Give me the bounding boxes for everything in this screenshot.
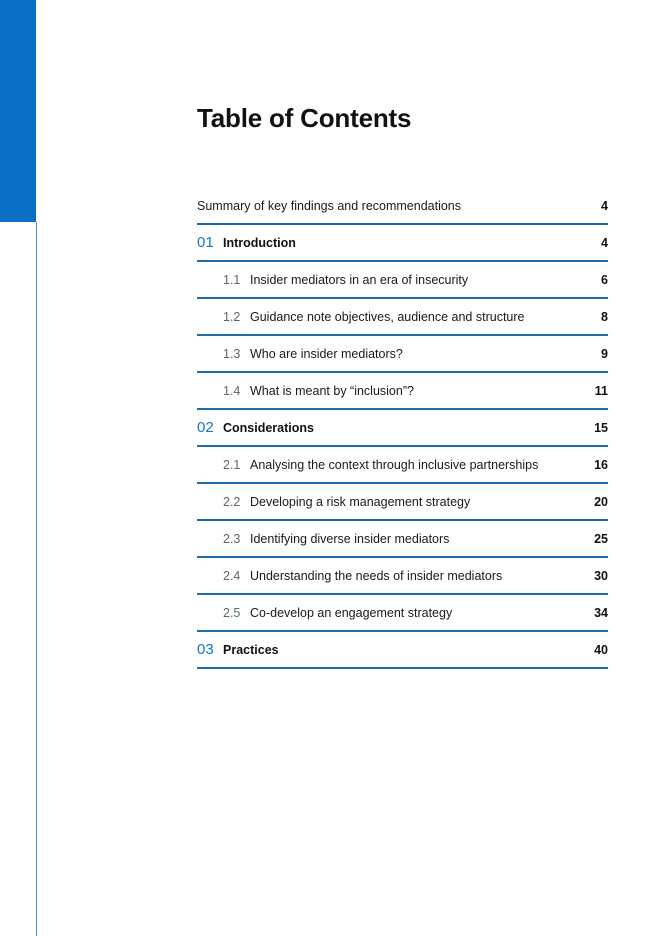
toc-entry-page: 8: [601, 309, 608, 324]
toc-chapter-01[interactable]: [197, 225, 608, 262]
toc-entry-page: 4: [601, 235, 608, 250]
toc-chapter-number: 03: [197, 641, 214, 658]
toc-chapter-label: Introduction: [223, 235, 296, 250]
toc-entry-label: Summary of key findings and recommendations: [197, 198, 462, 213]
toc-section-2-5[interactable]: [197, 595, 608, 632]
side-margin-line: [36, 222, 37, 936]
toc-chapter-02[interactable]: [197, 410, 608, 447]
toc-section-number: 1.1: [223, 272, 241, 287]
toc-entry-page: 20: [594, 494, 608, 509]
toc-section-number: 2.5: [223, 605, 241, 620]
toc-entry-page: 6: [601, 272, 608, 287]
toc-entry-page: 30: [594, 568, 608, 583]
toc-entry-page: 9: [601, 346, 608, 361]
toc-chapter-label: Considerations: [223, 420, 314, 435]
toc-section-label: What is meant by “inclusion”?: [250, 383, 414, 398]
toc-section-1-2[interactable]: [197, 299, 608, 336]
toc-section-label: Co-develop an engagement strategy: [250, 605, 453, 620]
toc-section-1-4[interactable]: [197, 373, 608, 410]
toc-section-number: 2.1: [223, 457, 241, 472]
toc-section-number: 1.2: [223, 309, 241, 324]
toc-entry-page: 15: [594, 420, 608, 435]
toc-section-label: Who are insider mediators?: [250, 346, 403, 361]
toc-section-1-3[interactable]: [197, 336, 608, 373]
toc-section-label: Analysing the context through inclusive partnerships: [250, 457, 539, 472]
toc-chapter-03[interactable]: [197, 632, 608, 669]
toc-section-label: Guidance note objectives, audience and structure: [250, 309, 525, 324]
toc-chapter-number: 01: [197, 234, 214, 251]
toc-section-number: 2.3: [223, 531, 241, 546]
toc-section-2-2[interactable]: [197, 484, 608, 521]
side-accent-bar: [0, 0, 36, 222]
toc-entry-page: 16: [594, 457, 608, 472]
toc-section-label: Understanding the needs of insider mediators: [250, 568, 503, 583]
toc-section-label: Identifying diverse insider mediators: [250, 531, 450, 546]
toc-entry-page: 11: [594, 383, 608, 398]
toc-entry-page: 40: [594, 642, 608, 657]
toc-section-number: 1.3: [223, 346, 241, 361]
toc-entry-page: 34: [594, 605, 608, 620]
toc-section-2-4[interactable]: [197, 558, 608, 595]
toc-section-2-1[interactable]: [197, 447, 608, 484]
toc-entry-page: 25: [594, 531, 608, 546]
toc-section-number: 2.4: [223, 568, 241, 583]
toc-chapter-number: 02: [197, 419, 214, 436]
toc-section-number: 1.4: [223, 383, 241, 398]
toc-chapter-label: Practices: [223, 642, 279, 657]
toc-section-label: Developing a risk management strategy: [250, 494, 471, 509]
toc-section-number: 2.2: [223, 494, 241, 509]
toc-section-label: Insider mediators in an era of insecurity: [250, 272, 469, 287]
toc-section-2-3[interactable]: [197, 521, 608, 558]
toc-entry-page: 4: [601, 198, 608, 213]
toc-entry-summary[interactable]: [197, 188, 608, 225]
table-of-contents: [197, 188, 608, 669]
toc-section-1-1[interactable]: [197, 262, 608, 299]
page-title: Table of Contents: [197, 103, 412, 133]
